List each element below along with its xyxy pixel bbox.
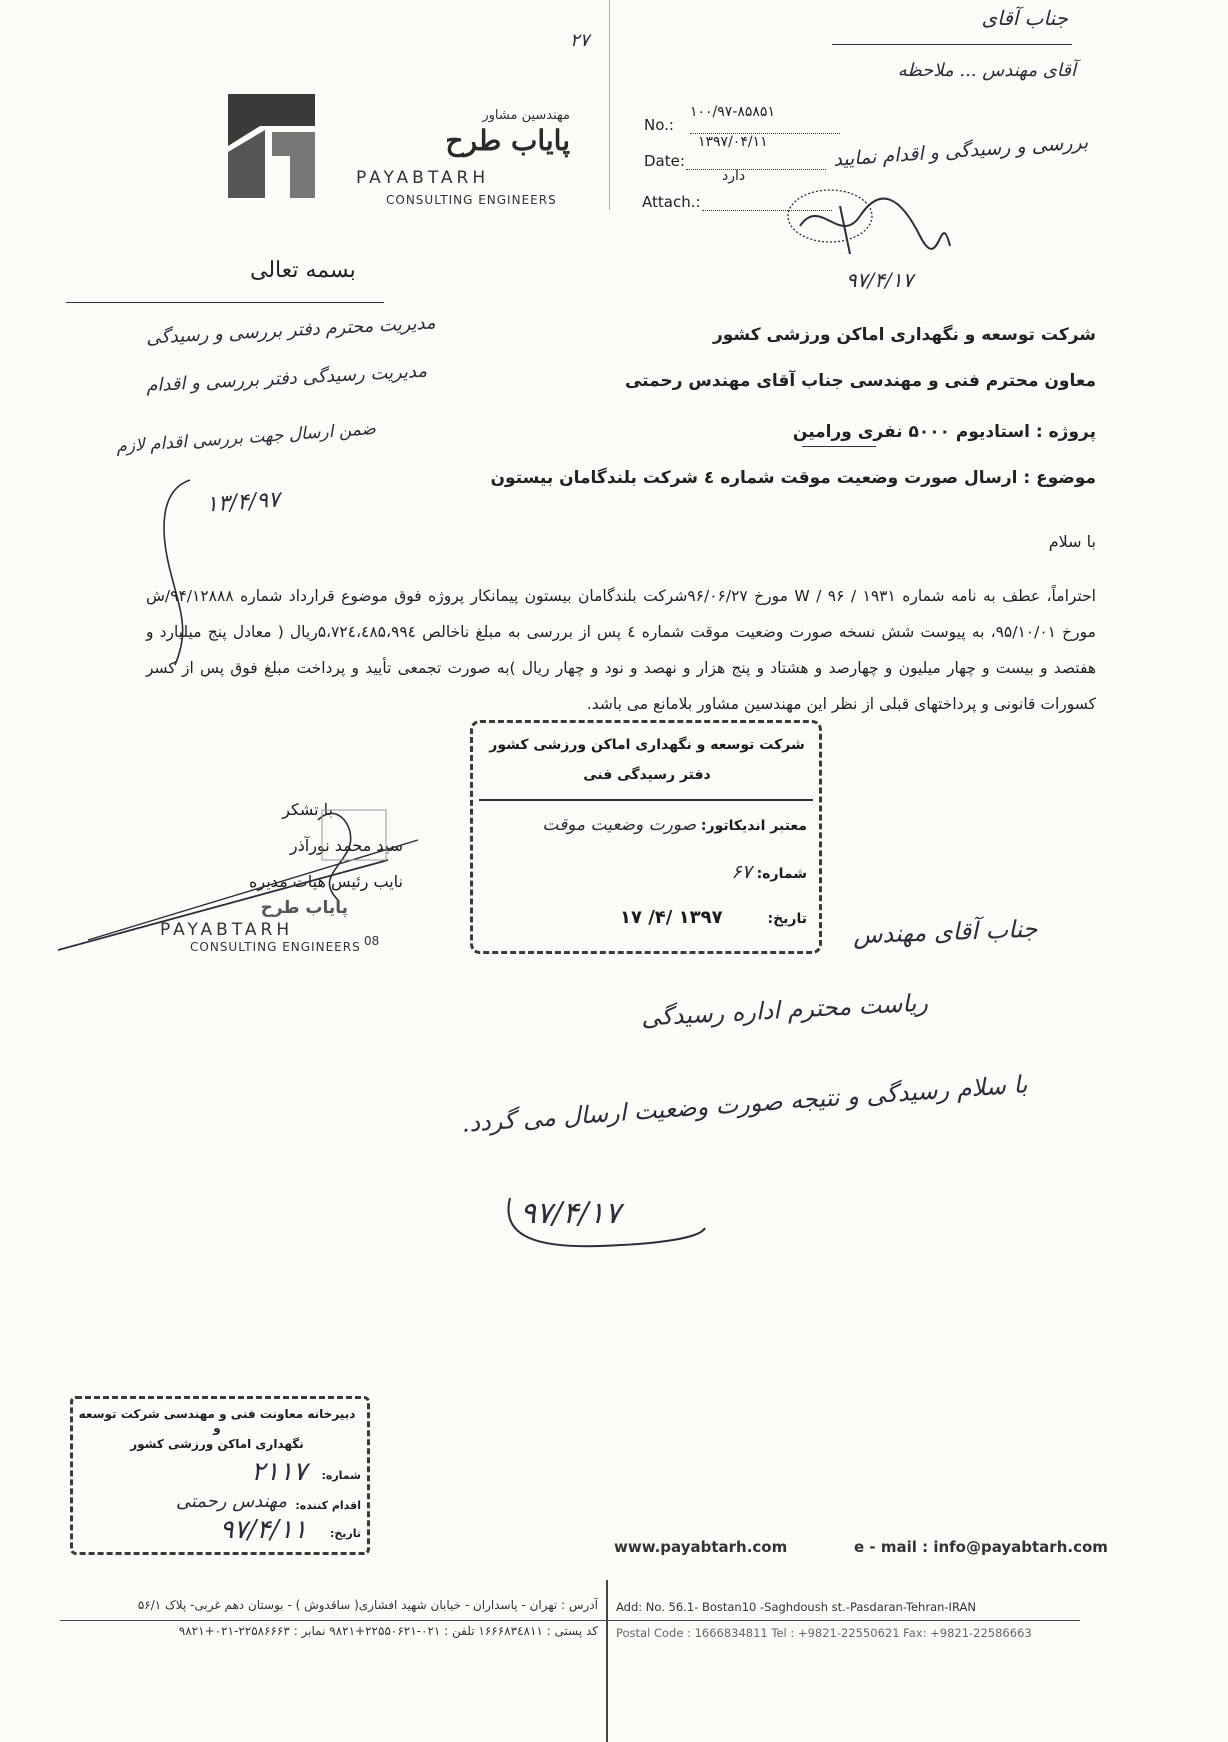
- receipt-indicator-value: صورت وضعیت موقت: [542, 815, 697, 835]
- footer-phone-fa: کد پستی : ۱۶۶۶۸۳٤۸۱۱ تلفن : ۰۲۱-۲۲۵۵۰۶۲۱+۹۸۲۱ نمابر : ۲۲۵۸۶۶۶۳-۰۲۱+۹۸۲۱: [178, 1624, 598, 1638]
- handwriting-left-3: ضمن ارسال جهت بررسی اقدام لازم: [115, 418, 377, 458]
- receipt-stamp-line2: دفتر رسیدگی فنی: [583, 767, 711, 783]
- receipt-number-label: شماره:: [756, 866, 807, 882]
- handwriting-top-3: بررسی و رسیدگی و اقدام نمایید: [832, 131, 1089, 171]
- sign-stamp-en: PAYABTARH: [160, 920, 294, 940]
- footer-rule: [60, 1620, 1080, 1621]
- receipt-indicator-label: معتبر اندیکاتور:: [700, 818, 807, 834]
- subject-line: موضوع : ارسال صورت وضعیت موقت شماره ٤ شرکت بلندگامان بیستون: [490, 468, 1096, 488]
- greeting: با سلام: [1048, 532, 1096, 551]
- ref-no-label: No.:: [644, 116, 674, 134]
- secretariat-line2: نگهداری اماکن ورزشی کشور: [130, 1437, 304, 1451]
- receipt-stamp-indicator: [542, 815, 807, 835]
- signature: [58, 790, 428, 960]
- ref-date-line: [686, 169, 826, 170]
- basmala: بسمه تعالی: [250, 258, 356, 283]
- signature-top-right: [780, 176, 960, 266]
- secretariat-number-value: ۲۱۱۷: [251, 1457, 307, 1487]
- handwriting-right-date: ۹۷/۴/۱۷: [520, 1196, 621, 1231]
- receipt-stamp-date: [620, 907, 807, 928]
- secretariat-date-value: ۹۷/۴/۱۱: [219, 1515, 307, 1545]
- handwriting-top-date: ۹۷/۴/۱۷: [846, 268, 914, 292]
- footer-website: www.payabtarh.com: [614, 1538, 788, 1556]
- handwriting-top-2: آقای مهندس ... ملاحظه: [897, 60, 1076, 81]
- handwriting-top-1: جناب آقای: [981, 6, 1068, 30]
- handwriting-left-date: ۱۳/۴/۹۷: [205, 487, 281, 518]
- letterhead-company-fa: پایاب طرح: [445, 124, 570, 157]
- signer-title: نایب رئیس هیات مدیره: [249, 872, 403, 891]
- receipt-date-value: ۱۳۹۷ /۴/ ۱۷: [619, 907, 723, 928]
- sign-stamp-code: 08: [364, 934, 380, 948]
- project-line: پروژه : استادیوم ۵۰۰۰ نفری ورامین: [792, 422, 1096, 442]
- sign-stamp-en-sub: CONSULTING ENGINEERS: [190, 940, 361, 954]
- secretariat-date-label: تاریخ:: [329, 1527, 361, 1540]
- ref-no-value: ۱۰۰/۹۷-۸۵۸۵۱: [690, 104, 775, 120]
- receipt-stamp-number: [731, 861, 807, 883]
- ref-date-label: Date:: [644, 152, 685, 170]
- footer-address-fa: آدرس : تهران - پاسداران - خیابان شهید افشاری( ساقدوش ) - بوستان دهم غربی- پلاک ۵۶/۱: [137, 1598, 598, 1612]
- handwriting-right-2: ریاست محترم اداره رسیدگی: [640, 988, 929, 1032]
- secretariat-action-value: مهندس رحمتی: [175, 1491, 287, 1512]
- ref-attach-value: دارد: [722, 168, 746, 184]
- recipient-person: معاون محترم فنی و مهندسی جناب آقای مهندس رحمتی: [624, 371, 1096, 391]
- footer-divider: [606, 1580, 608, 1742]
- basmala-underline: [66, 302, 384, 303]
- handwriting-left-1: مدیریت محترم دفتر بررسی و رسیدگی: [145, 312, 437, 349]
- receipt-stamp-divider: [479, 799, 813, 801]
- handwriting-top-code: ۲۷: [570, 30, 590, 51]
- handwriting-right-3: با سلام رسیدگی و نتیجه صورت وضعیت ارسال می گردد.: [460, 1070, 1029, 1138]
- receipt-number-value: ۶۷: [731, 861, 752, 883]
- footer-address-en: Add: No. 56.1- Bostan10 -Saghdoush st.-Pasdaran-Tehran-IRAN: [616, 1600, 976, 1614]
- sign-stamp-fa: پایاب طرح: [260, 898, 348, 918]
- project-underline: [802, 446, 876, 447]
- closing-thanks: با تشکر: [282, 800, 333, 819]
- handwriting-underline: [832, 44, 1072, 45]
- signer-name: سید محمد نورآذر: [289, 836, 403, 855]
- footer-email: e - mail : info@payabtarh.com: [854, 1538, 1108, 1556]
- handwriting-date-loop: [500, 1178, 710, 1258]
- payabtarh-logo-icon: [220, 86, 320, 206]
- fold-line: [609, 0, 610, 210]
- ref-attach-label: Attach.:: [642, 193, 701, 211]
- ref-date-value: ۱۳۹۷/۰۴/۱۱: [698, 134, 768, 150]
- letter-body: احتراماً، عطف به نامه شماره ۱۹۳۱ / ۹۶ / W مورخ ۹۶/۰۶/۲۷شرکت بلندگامان بیستون پیمانکار پروژه فوق موضوع قرارداد شماره ۹۴/۱۲۸۸۸/ش مورخ ۹۵/۱۰/۰۱، به پیوست شش نسخه صورت وضعیت موقت شماره ٤ پس از بررسی به مبلغ ناخالص ۵،۷۲٤،٤۸۵،۹۹٤ریال ( معادل پنج میلیارد و هفتصد و بیست و چهار میلیون و چهارصد و هشتاد و پنج هزار و نهصد و نود و چهار ریال )به صورت تجمعی تأیید و پرداخت مبلغ فوق پس از کسر کسورات قانونی و پرداختهای قبلی از نظر این مهندسین مشاور بلامانع می باشد.: [146, 587, 1096, 713]
- secretariat-action-label: اقدام کننده:: [295, 1499, 361, 1512]
- letterhead-company-en: PAYABTARH: [356, 168, 490, 188]
- secretariat-number-label: شماره:: [321, 1469, 361, 1482]
- handwriting-right-1: جناب آقای مهندس: [853, 914, 1039, 950]
- handwriting-left-2: مدیریت رسیدگی دفتر بررسی و اقدام: [145, 360, 428, 397]
- receipt-stamp-line1: شرکت توسعه و نگهداری اماکن ورزشی کشور: [489, 737, 805, 753]
- secretariat-stamp: [70, 1396, 370, 1555]
- footer-phone-en: Postal Code : 1666834811 Tel : +9821-22550621 Fax: +9821-22586663: [616, 1626, 1032, 1640]
- secretariat-line1: دبیرخانه معاونت فنی و مهندسی شرکت توسعه و: [78, 1407, 356, 1435]
- letterhead-subtitle: مهندسین مشاور: [482, 108, 570, 123]
- recipient-company: شرکت توسعه و نگهداری اماکن ورزشی کشور: [712, 325, 1096, 345]
- letterhead-company-en-sub: CONSULTING ENGINEERS: [386, 193, 557, 207]
- receipt-stamp: [470, 720, 822, 954]
- receipt-date-label: تاریخ:: [767, 911, 807, 927]
